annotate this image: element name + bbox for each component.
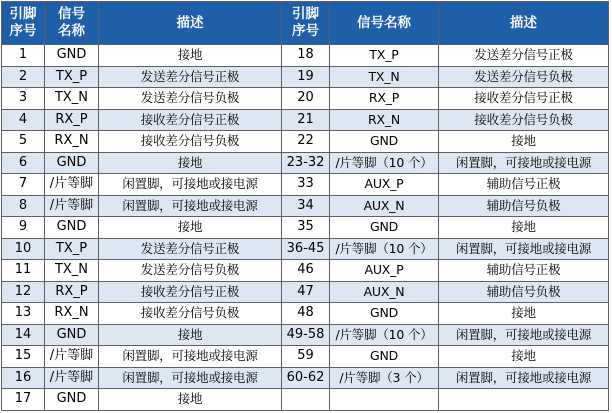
table-row [2,109,609,131]
header-pin-left-line2: 序号 [9,23,37,39]
description-right-cell: 辅助信号负极 [439,195,609,217]
header-pin-right [282,2,330,45]
description-right-cell: 接地 [439,303,609,325]
signal-name-right-cell: GND [330,346,439,368]
pin-right-cell: 18 [282,45,330,67]
signal-name-left-cell: RX_P [45,109,99,131]
table-row [2,174,609,196]
pin-left-cell: 5 [2,131,45,153]
pin-right-cell: 48 [282,303,330,325]
description-left-cell: 接地 [99,389,282,411]
description-left-cell: 发送差分信号负极 [99,260,282,282]
header-pin-right-line2: 序号 [292,23,319,39]
pin-right-cell: 23-32 [282,152,330,174]
signal-name-right-cell: AUX_N [330,281,439,303]
table-row [2,303,609,325]
signal-name-right-cell: RX_N [330,109,439,131]
pin-right-cell: 47 [282,281,330,303]
pin-right-cell: 36-45 [282,238,330,260]
pin-left-cell: 4 [2,109,45,131]
description-right-cell: 辅助信号正极 [439,260,609,282]
signal-name-left-cell: /片等脚 [45,195,99,217]
signal-name-left-cell: TX_P [45,66,99,88]
pin-right-cell: 59 [282,346,330,368]
pin-left-cell: 13 [2,303,45,325]
pin-right-cell: 20 [282,88,330,110]
pin-right-cell [282,389,330,411]
pin-right-cell: 49-58 [282,324,330,346]
pin-left-cell: 14 [2,324,45,346]
signal-name-left-cell: RX_N [45,131,99,153]
table-row [2,367,609,389]
pin-left-cell: 7 [2,174,45,196]
signal-name-right-cell: /片等脚（10 个） [330,238,439,260]
table-row [2,66,609,88]
pin-right-cell: 19 [282,66,330,88]
pin-left-cell: 3 [2,88,45,110]
description-right-cell: 接收差分信号正极 [439,88,609,110]
pin-left-cell: 9 [2,217,45,239]
description-left-cell: 接收差分信号正极 [99,281,282,303]
signal-name-right-cell [330,389,439,411]
pin-right-cell: 34 [282,195,330,217]
signal-name-right-cell: /片等脚（10 个） [330,152,439,174]
pin-left-cell: 6 [2,152,45,174]
description-left-cell: 闲置脚，可接地或接电源 [99,195,282,217]
description-right-cell: 接地 [439,346,609,368]
description-left-cell: 接地 [99,324,282,346]
description-right-cell [439,389,609,411]
description-right-cell: 闲置脚，可接地或接电源 [439,367,609,389]
description-left-cell: 闲置脚，可接地或接电源 [99,174,282,196]
description-left-cell: 接地 [99,152,282,174]
signal-name-left-cell: GND [45,45,99,67]
table-row [2,45,609,67]
table-row [2,324,609,346]
signal-name-right-cell: GND [330,303,439,325]
header-name-right: 信号名称 [330,2,439,45]
signal-name-right-cell: GND [330,131,439,153]
pin-right-cell: 46 [282,260,330,282]
signal-name-right-cell: /片等脚（3 个） [330,367,439,389]
table-body [2,45,609,411]
pin-left-cell: 2 [2,66,45,88]
table-row [2,217,609,239]
pin-left-cell: 8 [2,195,45,217]
description-right-cell: 闲置脚，可接地或接电源 [439,152,609,174]
header-pin-left [2,2,45,45]
table-row [2,281,609,303]
table-row [2,260,609,282]
signal-name-right-cell: AUX_P [330,174,439,196]
pin-right-cell: 21 [282,109,330,131]
description-right-cell: 闲置脚，可接地或接电源 [439,324,609,346]
description-right-cell: 发送差分信号正极 [439,45,609,67]
signal-name-right-cell: TX_N [330,66,439,88]
signal-name-left-cell: GND [45,217,99,239]
signal-name-left-cell: GND [45,152,99,174]
pin-left-cell: 15 [2,346,45,368]
description-left-cell: 接地 [99,217,282,239]
pin-left-cell: 16 [2,367,45,389]
table-header [2,2,609,45]
table-row [2,389,609,411]
header-row [2,2,609,45]
pin-left-cell: 1 [2,45,45,67]
header-desc-left: 描述 [99,2,282,45]
header-desc-right: 描述 [439,2,609,45]
table-row [2,131,609,153]
signal-name-right-cell: AUX_N [330,195,439,217]
pin-left-cell: 11 [2,260,45,282]
pin-definition-table [1,1,609,411]
signal-name-left-cell: RX_P [45,281,99,303]
description-left-cell: 接收差分信号负极 [99,303,282,325]
table-row [2,346,609,368]
signal-name-left-cell: TX_N [45,260,99,282]
description-left-cell: 接收差分信号正极 [99,109,282,131]
signal-name-right-cell: /片等脚（10 个） [330,324,439,346]
signal-name-left-cell: /片等脚 [45,367,99,389]
signal-name-right-cell: RX_P [330,88,439,110]
description-right-cell: 接地 [439,131,609,153]
pin-right-cell: 60-62 [282,367,330,389]
table-row [2,88,609,110]
header-name-left [45,2,99,45]
signal-name-right-cell: AUX_P [330,260,439,282]
signal-name-left-cell: GND [45,324,99,346]
pin-right-cell: 35 [282,217,330,239]
header-pin-left-line1: 引脚 [9,6,37,22]
table-row [2,238,609,260]
description-left-cell: 闲置脚，可接地或接电源 [99,367,282,389]
pin-left-cell: 17 [2,389,45,411]
description-left-cell: 闲置脚，可接地或接电源 [99,346,282,368]
signal-name-right-cell: TX_P [330,45,439,67]
description-left-cell: 发送差分信号负极 [99,88,282,110]
description-right-cell: 接地 [439,217,609,239]
description-left-cell: 接收差分信号负极 [99,131,282,153]
description-left-cell: 发送差分信号正极 [99,238,282,260]
pin-left-cell: 10 [2,238,45,260]
description-right-cell: 接收差分信号负极 [439,109,609,131]
description-right-cell: 闲置脚，可接地或接电源 [439,238,609,260]
description-right-cell: 辅助信号正极 [439,174,609,196]
table-row [2,195,609,217]
signal-name-left-cell: /片等脚 [45,346,99,368]
description-left-cell: 接地 [99,45,282,67]
table-row [2,152,609,174]
signal-name-right-cell: GND [330,217,439,239]
signal-name-left-cell: /片等脚 [45,174,99,196]
signal-name-left-cell: RX_N [45,303,99,325]
header-pin-right-line1: 引脚 [292,6,319,22]
signal-name-left-cell: TX_P [45,238,99,260]
pin-right-cell: 22 [282,131,330,153]
pin-left-cell: 12 [2,281,45,303]
signal-name-left-cell: TX_N [45,88,99,110]
description-right-cell: 发送差分信号负极 [439,66,609,88]
signal-name-left-cell: GND [45,389,99,411]
pin-right-cell: 33 [282,174,330,196]
header-name-left-line1: 信号 [58,6,85,22]
description-right-cell: 辅助信号负极 [439,281,609,303]
description-left-cell: 发送差分信号正极 [99,66,282,88]
header-name-left-line2: 名称 [58,23,85,39]
